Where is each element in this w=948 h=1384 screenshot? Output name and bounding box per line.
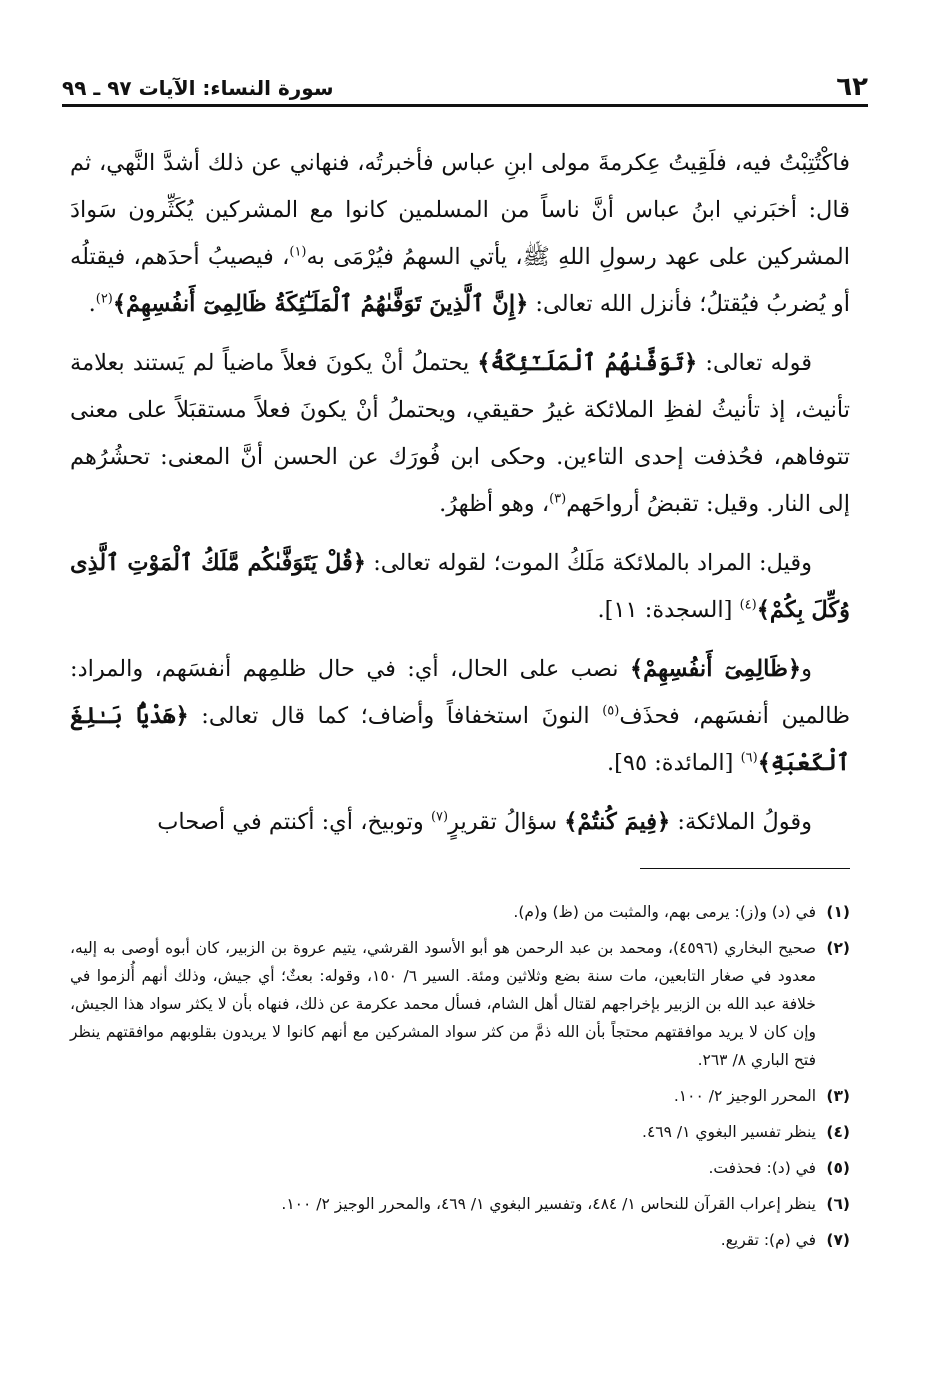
footnote-text: في (د): فحذفت.	[708, 1159, 816, 1177]
footnote-ref: (١)	[289, 244, 307, 260]
footnote-number: (٣)	[826, 1087, 850, 1105]
text-run: نصب على الحال، أي: في حال ظلمِهم أنفسَهم، والمراد: ظالمين أنفسَهم، فحذَف	[70, 656, 850, 729]
footnote-text: ينظر إعراب القرآن للنحاس ١/ ٤٨٤، وتفسير البغوي ١/ ٤٦٩، والمحرر الوجيز ٢/ ١٠٠.	[281, 1195, 816, 1213]
text-run: فاكْتُتِبْتُ فيه، فلَقِيتُ عِكرمةَ مولى ابنِ عباس فأخبرتُه، فنهاني عن ذلك أشدَّ النَّهي، ثم قال: أخبَرني ابنُ عباس أنَّ ناساً من المسلمين كانوا مع المشركين يُكَثِّرون سَوادَ المشركين على عهد رسولِ اللهِ ﷺ، يأتي السهمُ فيُرْمَى به	[70, 150, 850, 270]
footnotes-separator	[640, 868, 850, 869]
footnote-number: (٦)	[826, 1195, 850, 1213]
text-run: .	[88, 291, 96, 317]
footnote-number: (٢)	[826, 939, 850, 957]
text-run: ، وهو أظهرُ.	[439, 491, 550, 517]
page-number: ٦٢	[836, 72, 868, 102]
footnote-text: ينظر تفسير البغوي ١/ ٤٦٩.	[642, 1123, 816, 1141]
footnote-number: (٥)	[826, 1159, 850, 1177]
footnote-ref: (٥)	[602, 703, 620, 719]
text-run: [المائدة: ٩٥].	[606, 750, 741, 776]
text-run: يحتملُ أنْ يكونَ فعلاً ماضياً لم يَستند بعلامة تأنيث، إذ تأنيثُ لفظِ الملائكة غيرُ حقيقي، ويحتملُ أنْ يكونَ فعلاً مستقبَلاً على معنى تتوفاهم، فحُذفت إحدى التاءين. وحكى ابن فُورَك عن الحسن أنَّ المعنى: تحشُرُهم إلى النار. وقيل: تقبضُ أرواحَهم	[70, 350, 850, 517]
text-run: سؤالُ تقريرٍ	[448, 809, 565, 835]
footnote-number: (١)	[826, 903, 850, 921]
text-run: [السجدة: ١١].	[597, 597, 740, 623]
footnote-3	[70, 1082, 850, 1110]
footnote-ref: (٢)	[95, 291, 113, 307]
paragraph-2	[70, 340, 850, 528]
paragraph-4	[70, 646, 850, 787]
text-run: ، فيصيبُ أحدَهم، فيقتلُه أو يُضربُ فيُقتلُ؛ فأنزل الله تعالى:	[70, 244, 850, 317]
footnote-text: صحيح البخاري (٤٥٩٦)، ومحمد بن عبد الرحمن هو أبو الأسود القرشي، يتيم عروة بن الزبير، كان أبوه أوصى به إليه، معدود في صغار التابعين، مات سنة بضع وثلاثين ومئة. السير ٦/ ١٥٠، وقوله: بعثٌ؛ أي جيش، وذلك أنهم أُلزموا في خلافة عبد الله بن الزبير بإخراجهم لقتال أهل الشام، فسأل محمد عكرمة عن ذلك، فنهاه بأن لا يكثر سواد هذا الجيش، وإن كان لا يريد موافقتهم محتجاً بأن الله ذمَّ من كثر سواد المشركين مع أنهم كانوا لا يريدون بقلوبهم موافقتهم ينظر فتح الباري ٨/ ٢٦٣.	[70, 939, 816, 1069]
quran-verse: ﴿ظَالِمِىٓ أَنفُسِهِمْ﴾	[629, 656, 802, 682]
footnote-ref: (٣)	[549, 491, 567, 507]
footnote-number: (٧)	[826, 1231, 850, 1249]
footnote-2	[70, 934, 850, 1074]
text-run: و	[801, 656, 812, 682]
footnote-1	[70, 898, 850, 926]
footnote-ref: (٧)	[430, 809, 449, 825]
footnote-text: المحرر الوجيز ٢/ ١٠٠.	[673, 1087, 816, 1105]
footnote-ref: (٤)	[739, 597, 757, 613]
page-header	[62, 62, 868, 102]
header-rule	[62, 104, 868, 107]
footnotes	[70, 898, 850, 1262]
footnote-6	[70, 1190, 850, 1218]
main-text	[70, 140, 850, 858]
text-run: النونَ استخفافاً وأضاف؛ كما قال تعالى:	[188, 703, 603, 729]
quran-verse: ﴿فِيمَ كُنتُمْ﴾	[564, 809, 671, 835]
paragraph-3	[70, 540, 850, 634]
quran-verse: ﴿إِنَّ ٱلَّذِينَ تَوَفَّىٰهُمُ ٱلْمَلَـٰٓئِكَةُ ظَالِمِىٓ أَنفُسِهِمْ﴾	[112, 291, 529, 317]
text-run: قوله تعالى:	[697, 350, 812, 376]
footnote-text: في (م): تقريع.	[720, 1231, 816, 1249]
text-run: وقولُ الملائكة:	[670, 809, 812, 835]
quran-verse: ﴿هَدْيًۢا بَـٰلِغَ ٱلْكَعْبَةِ﴾	[70, 703, 850, 776]
text-run: وقيل: المراد بالملائكة مَلَكُ الموت؛ لقوله تعالى:	[365, 550, 812, 576]
footnote-text: في (د) و(ز): يرمى بهم، والمثبت من (ظ) و(م).	[513, 903, 816, 921]
quran-verse: ﴿قُلْ يَتَوَفَّىٰكُم مَّلَكُ ٱلْمَوْتِ ٱلَّذِى وُكِّلَ بِكُمْ﴾	[70, 550, 850, 623]
footnote-7	[70, 1226, 850, 1254]
footnote-5	[70, 1154, 850, 1182]
footnote-4	[70, 1118, 850, 1146]
text-run: وتوبيخ، أي: أكنتم في أصحاب	[157, 809, 431, 835]
paragraph-1	[70, 140, 850, 328]
running-title: سورة النساء: الآيات ٩٧ ـ ٩٩	[62, 76, 334, 100]
footnote-number: (٤)	[826, 1123, 850, 1141]
footnote-ref: (٦)	[740, 750, 758, 766]
quran-verse: ﴿تَوَفَّىٰهُمُ ٱلْمَلَـٰٓئِكَةُ﴾	[477, 350, 698, 376]
paragraph-5	[70, 799, 850, 846]
